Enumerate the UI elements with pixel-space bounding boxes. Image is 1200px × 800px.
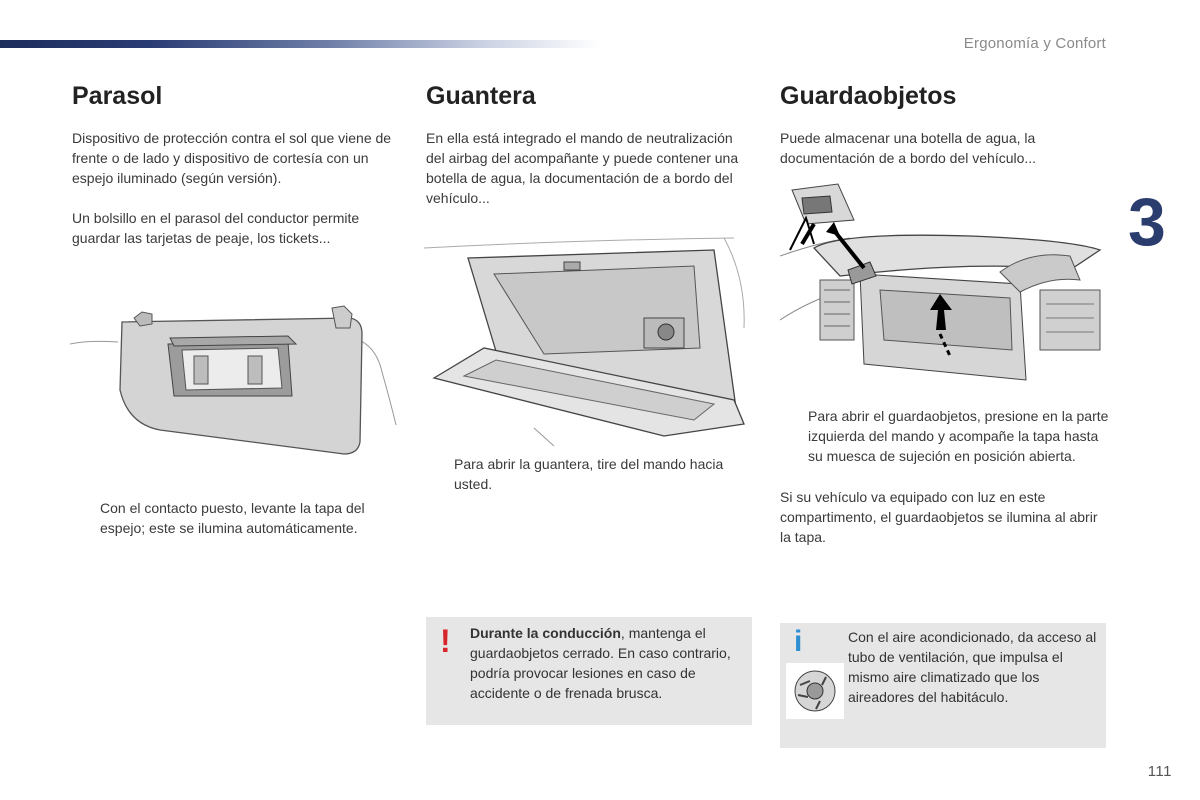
glovebox-illustration — [424, 228, 752, 452]
parasol-heading: Parasol — [72, 82, 163, 110]
warning-bold: Durante la conducción — [470, 625, 621, 641]
sun-visor-illustration — [70, 300, 405, 460]
parasol-bullet-text: Con el contacto puesto, levante la tapa del espejo; este se ilumina automáticamente. — [100, 500, 365, 536]
warning-text — [470, 623, 746, 703]
guardaobjetos-intro: Puede almacenar una botella de agua, la documentación de a bordo del vehículo... — [780, 130, 1037, 166]
storage-compartment-illustration — [780, 180, 1106, 394]
parasol-bullet — [72, 498, 402, 538]
parasol-intro: Dispositivo de protección contra el sol que viene de frente o de lado y dispositivo de cortesía con un espejo iluminado (según versión). — [72, 130, 392, 186]
header-gradient-bar — [0, 40, 600, 48]
warning-body: , mantenga el guardaobjetos cerrado. En caso contrario, podría provocar lesiones en caso de accidente o de frenada brusca. — [470, 625, 731, 701]
chapter-number: 3 — [1128, 184, 1166, 260]
page-number: 111 — [1147, 763, 1172, 780]
info-box — [780, 623, 1106, 748]
guardaobjetos-bullet — [780, 406, 1110, 466]
exclamation-icon: ! — [440, 623, 451, 659]
guantera-heading: Guantera — [426, 82, 536, 110]
guantera-intro: En ella está integrado el mando de neutralización del airbag del acompañante y puede contener una botella de agua, la documentación de a bordo del vehículo... — [426, 130, 739, 206]
guardaobjetos-bullet-text: Para abrir el guardaobjetos, presione en la parte izquierda del mando y acompañe la tapa hasta su muesca de sujeción en posición abierta. — [808, 408, 1109, 464]
section-title: Ergonomía y Confort — [963, 35, 1106, 52]
guantera-bullet-text: Para abrir la guantera, tire del mando hacia usted. — [454, 456, 724, 492]
guardaobjetos-light-text: Si su vehículo va equipado con luz en este compartimento, el guardaobjetos se ilumina al abrir la tapa. — [780, 489, 1098, 545]
guantera-bullet — [426, 454, 756, 494]
guardaobjetos-heading: Guardaobjetos — [780, 82, 957, 110]
warning-box — [426, 617, 752, 725]
air-vent-icon — [786, 663, 844, 719]
info-text: Con el aire acondicionado, da acceso al tubo de ventilación, que impulsa el mismo aire climatizado que los aireadores del habitáculo. — [848, 629, 1097, 705]
parasol-pocket-text: Un bolsillo en el parasol del conductor permite guardar las tarjetas de peaje, los tickets... — [72, 210, 360, 246]
info-icon: i — [794, 625, 803, 658]
